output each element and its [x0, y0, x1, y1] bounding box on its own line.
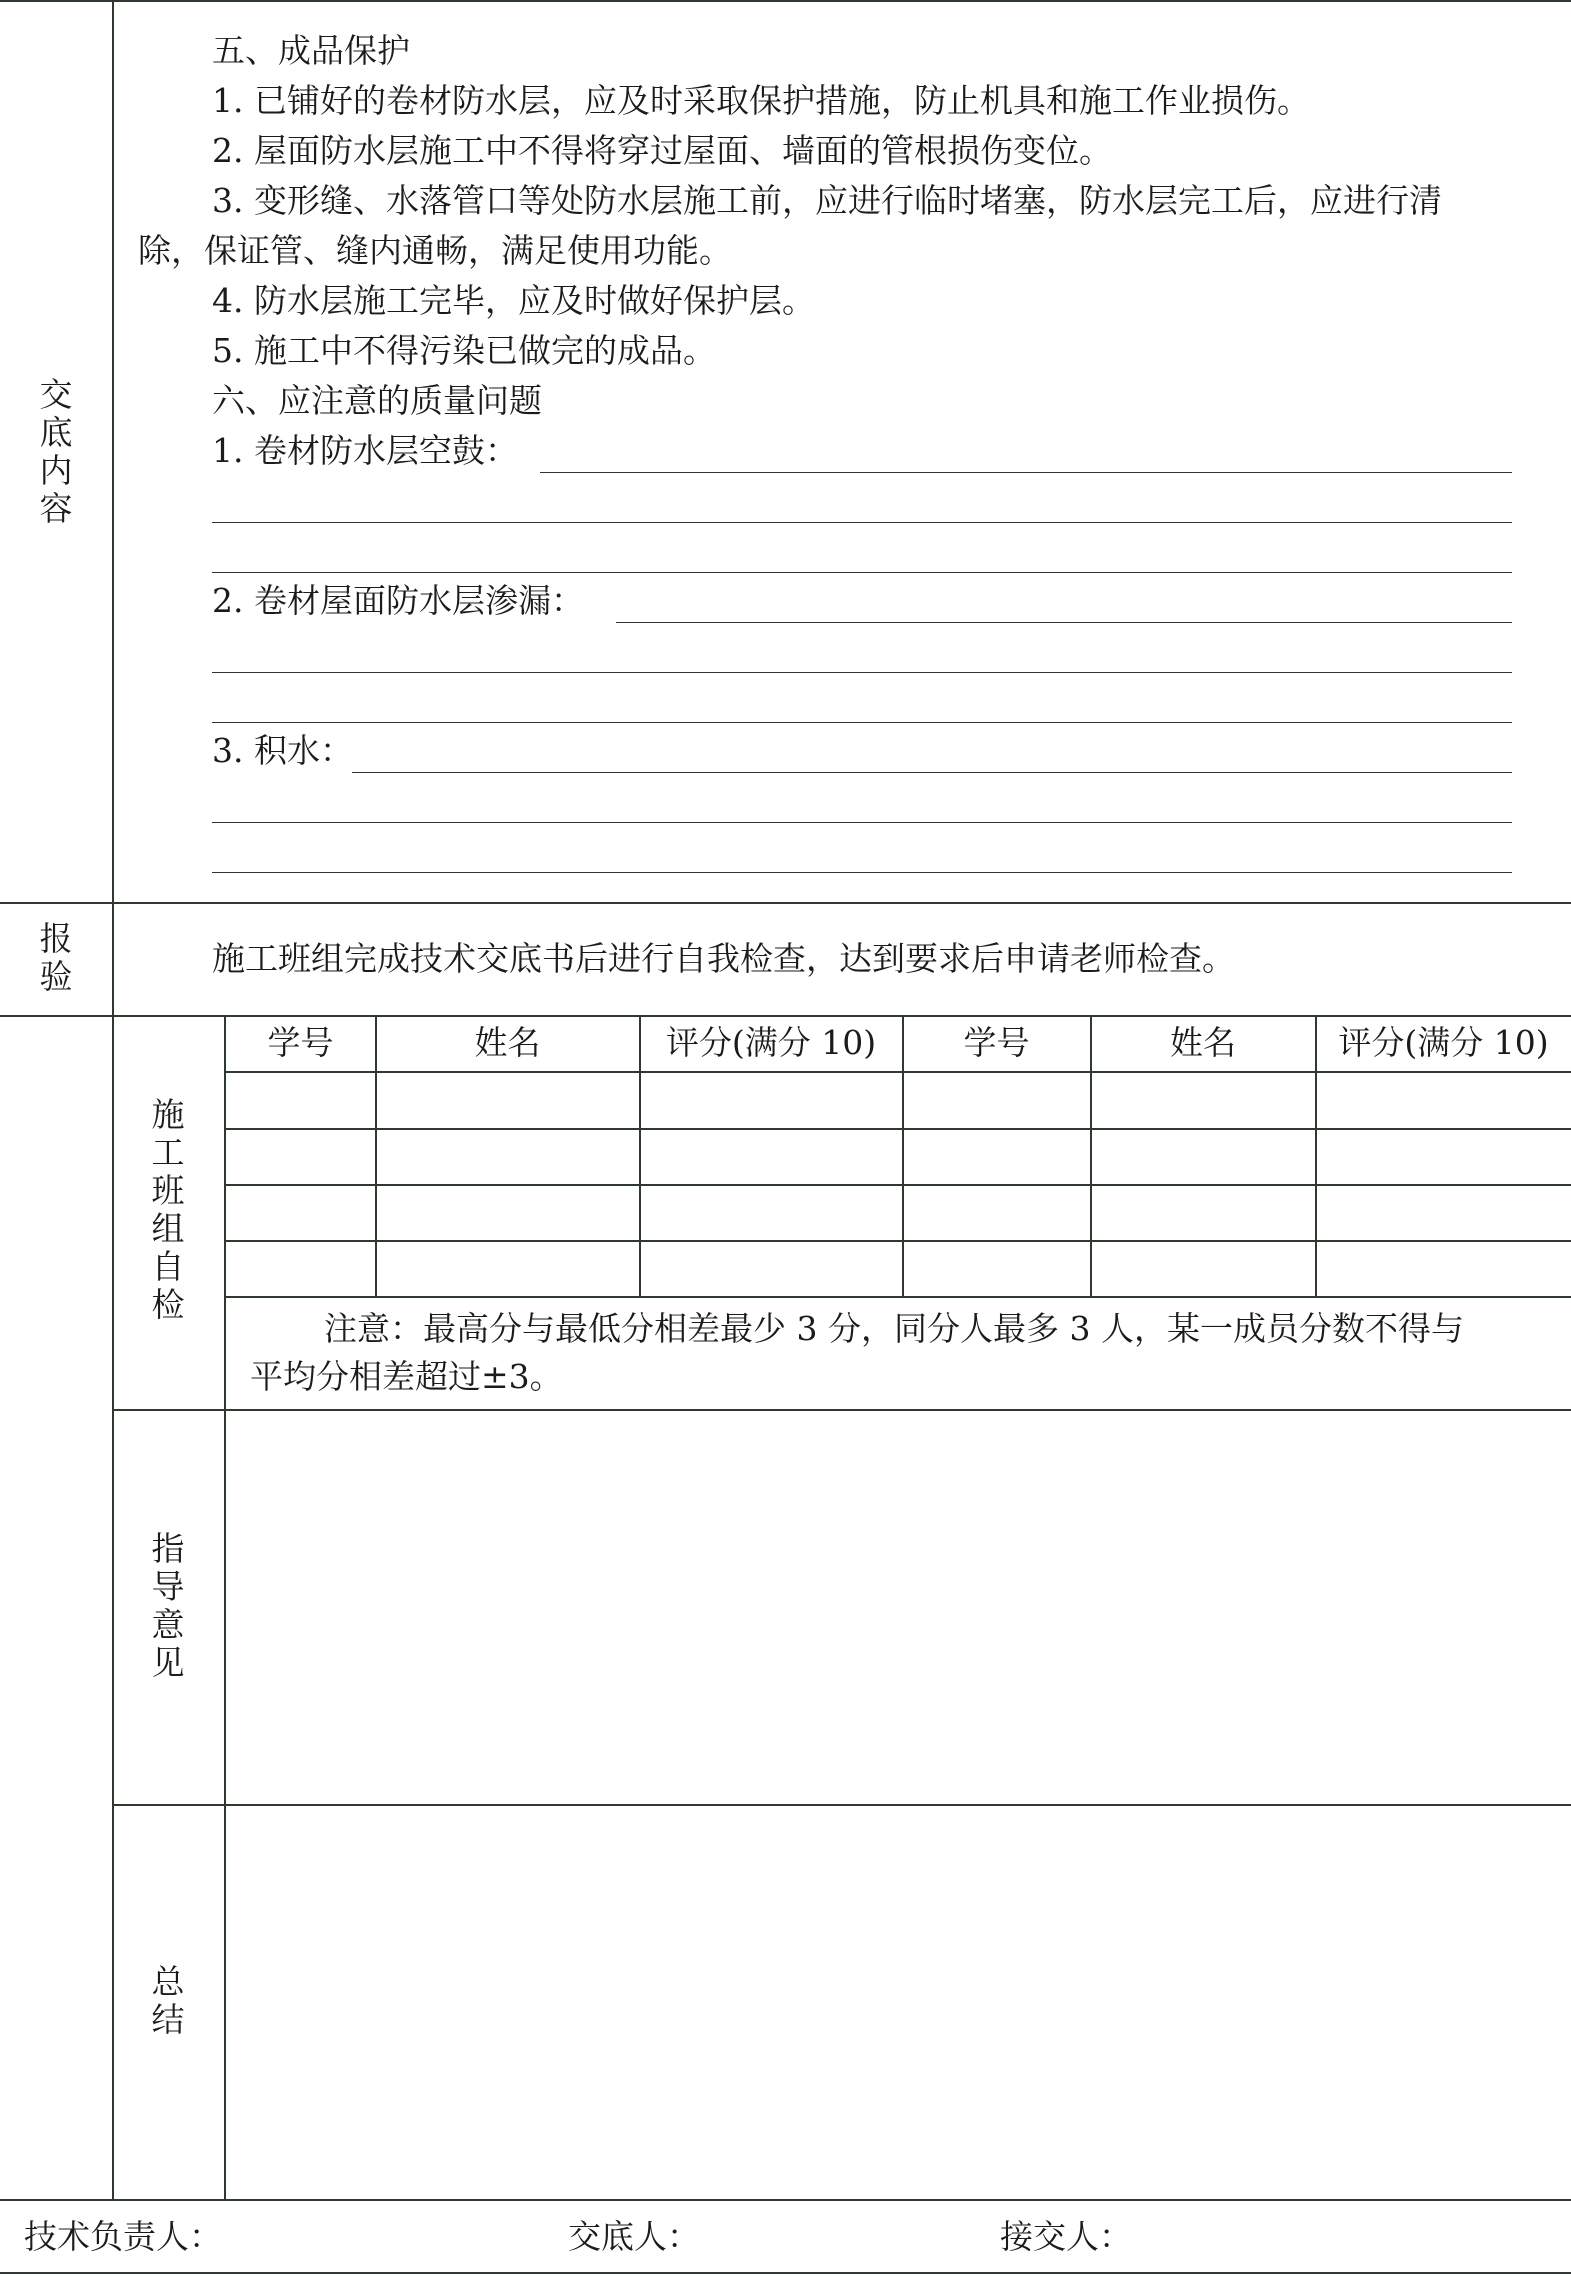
answer-line[interactable] [616, 622, 1512, 623]
content-bottom-border [0, 902, 1571, 904]
tech-lead-signature-label: 技术负责人： [24, 2217, 222, 2256]
answer-line[interactable] [212, 572, 1512, 573]
content-label: 交 底 内 容 [39, 375, 73, 528]
content-item-5-5: 5. 施工中不得污染已做完的成品。 [212, 331, 716, 370]
table-row-line-2 [224, 1128, 1571, 1130]
answer-line[interactable] [352, 772, 1512, 773]
content-item-5-2: 2. 屋面防水层施工中不得将穿过屋面、墙面的管根损伤变位。 [212, 131, 1112, 170]
table-header-name: 姓名 [1170, 1023, 1236, 1062]
receiver-signature-label: 接交人： [1000, 2217, 1132, 2256]
heading-quality-issues: 六、应注意的质量问题 [212, 381, 542, 420]
quality-issue-3-label: 3. 积水： [212, 731, 353, 770]
table-header-student-id: 学号 [267, 1023, 334, 1062]
guidance-area[interactable] [226, 1411, 1571, 1804]
answer-line[interactable] [212, 872, 1512, 873]
table-row-line-5 [224, 1296, 1571, 1298]
summary-area[interactable] [226, 1806, 1571, 2199]
page-bottom-border [0, 2272, 1571, 2274]
guidance-label: 指 导 意 见 [151, 1529, 185, 1682]
self-check-label: 施 工 班 组 自 检 [151, 1095, 185, 1324]
table-row-line-1 [224, 1071, 1571, 1073]
summary-bottom-border [0, 2199, 1571, 2201]
table-row-line-3 [224, 1184, 1571, 1186]
inspection-instruction: 施工班组完成技术交底书后进行自我检查，达到要求后申请老师检查。 [212, 939, 1235, 978]
heading-finished-product-protection: 五、成品保护 [212, 31, 410, 70]
summary-label: 总 结 [151, 1962, 185, 2039]
table-header-score: 评分(满分 10) [1338, 1023, 1549, 1062]
table-header-student-id: 学号 [963, 1023, 1030, 1062]
table-header-name: 姓名 [474, 1023, 541, 1062]
content-item-5-3: 3. 变形缝、水落管口等处防水层施工前，应进行临时堵塞，防水层完工后，应进行清 [212, 181, 1442, 220]
inspection-label: 报 验 [39, 919, 73, 996]
answer-line[interactable] [212, 722, 1512, 723]
content-item-5-1: 1. 已铺好的卷材防水层，应及时采取保护措施，防止机具和施工作业损伤。 [212, 81, 1310, 120]
answer-line[interactable] [212, 672, 1512, 673]
top-border [0, 0, 1571, 2]
score-note: 注意：最高分与最低分相差最少 3 分，同分人最多 3 人，某一成员分数不得与 [324, 1309, 1464, 1348]
content-item-5-4: 4. 防水层施工完毕，应及时做好保护层。 [212, 281, 815, 320]
content-item-5-3-continued: 除，保证管、缝内通畅，满足使用功能。 [138, 231, 732, 270]
answer-line[interactable] [212, 822, 1512, 823]
answer-line[interactable] [540, 472, 1512, 473]
quality-issue-1-label: 1. 卷材防水层空鼓： [212, 431, 518, 470]
table-header-score: 评分(满分 10) [665, 1023, 877, 1062]
table-row-line-4 [224, 1240, 1571, 1242]
left-column-divider [112, 0, 114, 2200]
score-note-continued: 平均分相差超过±3。 [250, 1357, 563, 1396]
briefer-signature-label: 交底人： [568, 2217, 700, 2256]
answer-line[interactable] [212, 522, 1512, 523]
quality-issue-2-label: 2. 卷材屋面防水层渗漏： [212, 581, 584, 620]
